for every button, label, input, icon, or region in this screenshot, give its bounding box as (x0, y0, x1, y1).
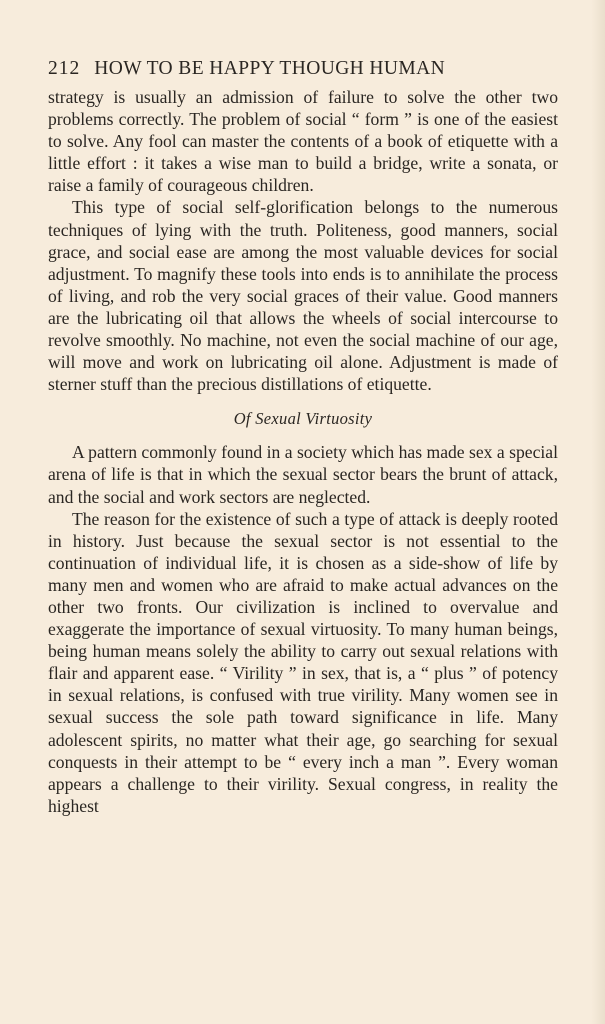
paragraph: strategy is usually an admission of failure to solve the other two problems correctly. The problem of social “ form ” is one of the easiest to solve. Any fool can master the contents of a book of etiquette with a little effort : it takes a wise man to build a bridge, write a sonata, or raise a family of courageous children. (48, 87, 558, 196)
page-edge-shadow (591, 0, 605, 1024)
book-page (48, 58, 558, 817)
running-title: HOW TO BE HAPPY THOUGH HUMAN (94, 58, 446, 79)
section-heading: Of Sexual Virtuosity (233, 409, 373, 429)
paragraph: This type of social self-glorification belongs to the numerous techniques of lying with the truth. Politeness, good manners, social grace, and social ease are among the most valuable devices for social adjustment. To magnify these tools into ends is to annihilate the process of living, and rob the very social graces of their value. Good manners are the lubricating oil that allows the wheels of social intercourse to revolve smoothly. No machine, not even the social machine of our age, will move and work on lubricating oil alone. Adjustment is made of sterner stuff than the precious distillations of etiquette. (48, 197, 558, 395)
page-number: 212 (48, 58, 81, 79)
paragraph: The reason for the existence of such a type of attack is deeply rooted in history. Just because the sexual sector is not essential to the continuation of individual life, it is chosen as a side-show of life by many men and women who are afraid to make actual advances on the other two fronts. Our civilization is inclined to overvalue and exaggerate the importance of sexual virtuosity. To many human beings, being human means solely the ability to carry out sexual relations with flair and apparent ease. “ Virility ” in sex, that is, a “ plus ” of potency in sexual relations, is confused with true virility. Many women see in sexual success the sole path toward significance in life. Many adolescent spirits, no matter what their age, go searching for sexual conquests in their attempt to be “ every inch a man ”. Every woman appears a challenge to their virility. Sexual congress, in reality the highest (48, 508, 558, 816)
paragraph: A pattern commonly found in a society which has made sex a special arena of life is that in which the sexual sector bears the brunt of attack, and the social and work sectors are neglected. (48, 442, 558, 507)
running-header (48, 58, 558, 80)
